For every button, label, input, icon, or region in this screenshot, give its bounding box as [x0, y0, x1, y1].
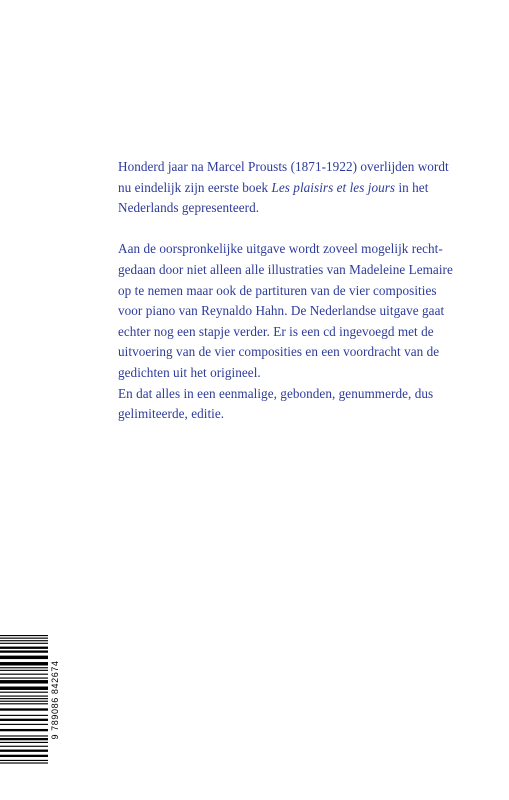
- text-line: [118, 198, 408, 219]
- text-run: En dat alles in een eenmalige, gebonden, genummerde, dus: [118, 385, 434, 401]
- barcode-bar: [0, 698, 48, 699]
- barcode-bar: [0, 708, 48, 710]
- text-line: [118, 363, 408, 384]
- barcode-bar: [0, 640, 48, 641]
- paragraph-edition: [118, 239, 453, 383]
- barcode-bar: [0, 715, 48, 716]
- text-line: [118, 342, 440, 363]
- barcode-bar: [0, 719, 48, 721]
- barcode-graphic: [0, 633, 64, 767]
- barcode-bar: [0, 670, 48, 671]
- barcode-bar: [0, 635, 48, 636]
- text-run: nu eindelijk zijn eerste boek: [118, 179, 272, 195]
- text-run: Honderd jaar na Marcel Prousts (1871-1922) overlijden wordt: [118, 159, 449, 174]
- barcode-bar: [0, 638, 48, 639]
- text-run: gedichten uit het origineel.: [118, 364, 261, 380]
- barcode-bar: [0, 746, 48, 747]
- barcode-bar: [0, 692, 48, 693]
- barcode-bar: [0, 750, 48, 752]
- barcode-bar: [0, 755, 48, 757]
- barcode-number: 9 789086 842674: [50, 660, 60, 740]
- text-run: voor piano van Reynaldo Hahn. De Nederlandse uitgave gaat: [118, 303, 445, 319]
- barcode-bars: [0, 635, 48, 764]
- barcode-bar: [0, 735, 48, 736]
- text-line: [118, 178, 429, 199]
- barcode-bar: [0, 703, 48, 704]
- barcode-bar: [0, 677, 48, 678]
- barcode-bar: [0, 667, 48, 668]
- barcode-bar: [0, 656, 48, 659]
- barcode-bar: [0, 643, 48, 644]
- barcode-bar: [0, 729, 48, 731]
- paragraph-closing: [118, 384, 434, 425]
- text-run: gedaan door niet alleen alle illustraties van Madeleine Lemaire: [118, 261, 453, 277]
- barcode-bar: [0, 696, 48, 697]
- isbn-barcode: [0, 633, 64, 767]
- barcode-bar: [0, 724, 48, 725]
- back-cover-text: [118, 157, 453, 425]
- text-run: gelimiteerde, editie.: [118, 406, 225, 422]
- barcode-bar: [0, 680, 48, 683]
- text-run: Aan de oorspronkelijke uitgave wordt zoveel mogelijk recht-: [118, 241, 443, 257]
- text-line: [118, 301, 445, 322]
- text-line: [118, 384, 434, 405]
- text-run: in het: [395, 179, 429, 195]
- text-line: [118, 281, 437, 302]
- text-line: [118, 260, 453, 281]
- text-run: Nederlands gepresenteerd.: [118, 200, 260, 216]
- barcode-bar: [0, 701, 48, 702]
- text-line: [118, 322, 434, 343]
- text-line: [118, 239, 443, 260]
- text-run: op te nemen maar ook de partituren van de vier composities: [118, 282, 437, 298]
- paragraph-intro: [118, 157, 449, 219]
- text-run: echter nog een stapje verder. Er is een cd ingevoegd met de: [118, 323, 434, 339]
- barcode-bar: [0, 742, 48, 743]
- text-run: uitvoering van de vier composities en een voordracht van de: [118, 344, 440, 360]
- barcode-bar: [0, 650, 48, 652]
- barcode-bar: [0, 647, 48, 649]
- barcode-bar: [0, 686, 48, 689]
- barcode-bar: [0, 762, 48, 763]
- text-line: [118, 404, 408, 425]
- barcode-bar: [0, 760, 48, 761]
- barcode-bar: [0, 662, 48, 665]
- book-title: Les plaisirs et les jours: [271, 179, 396, 195]
- barcode-bar: [0, 738, 48, 740]
- barcode-bar: [0, 674, 48, 675]
- text-line: [118, 157, 449, 178]
